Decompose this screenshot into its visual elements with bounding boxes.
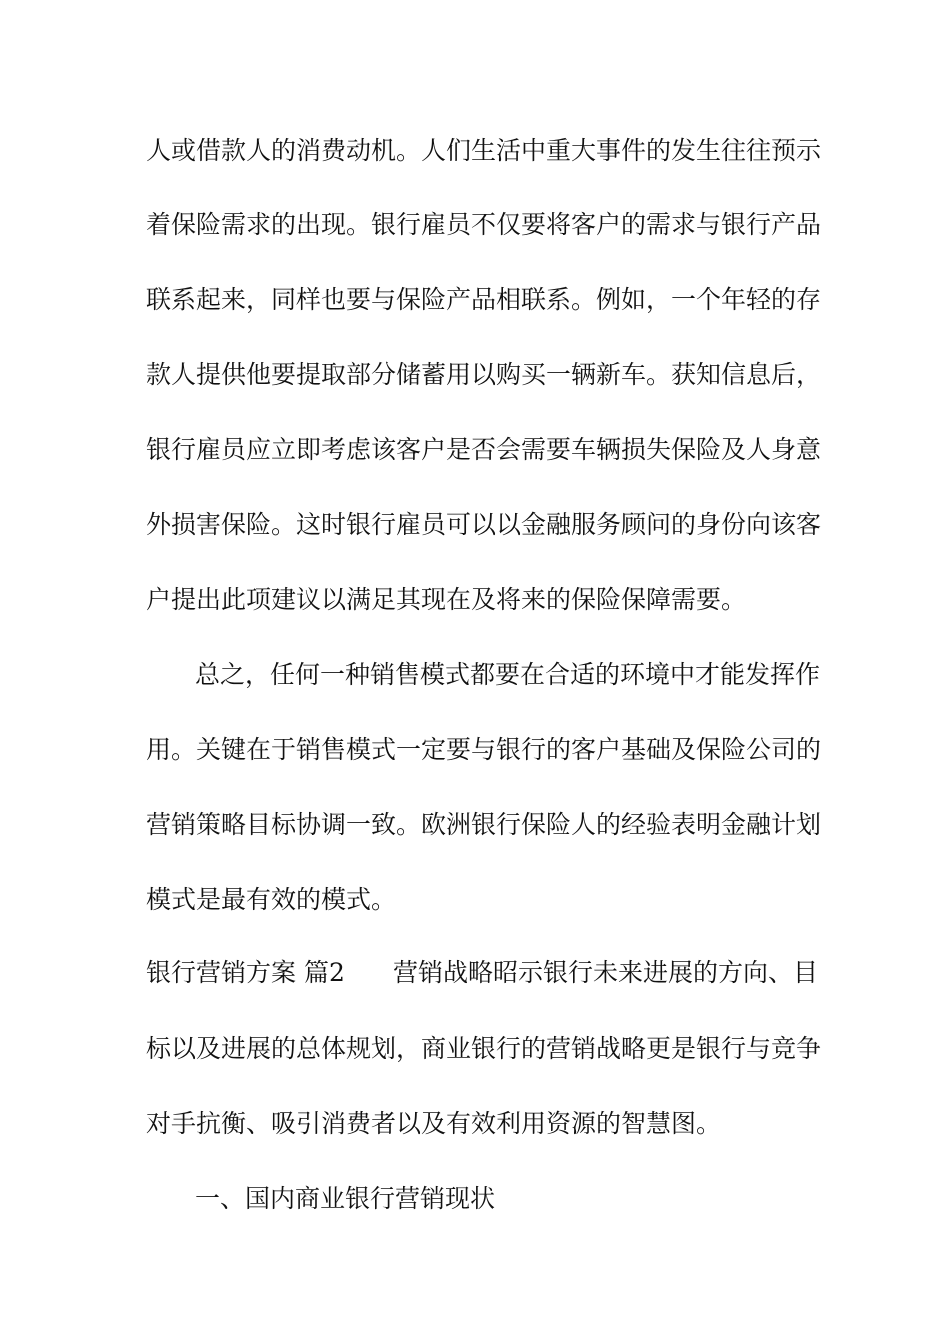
paragraph-line: 总之，任何一种销售模式都要在合适的环境中才能发挥作	[195, 660, 821, 689]
paragraph-line: 模式是最有效的模式。	[146, 885, 397, 914]
paragraph-line: 联系起来，同样也要与保险产品相联系。例如，一个年轻的存	[146, 285, 822, 314]
section-heading-line	[146, 955, 826, 991]
paragraph-line: 外损害保险。这时银行雇员可以以金融服务顾问的身份向该客	[146, 510, 822, 539]
subheading: 一、国内商业银行营销现状	[195, 1184, 496, 1213]
section-text: 营销战略昭示银行未来进展的方向、目	[393, 958, 819, 987]
paragraph-line: 营销策略目标协调一致。欧洲银行保险人的经验表明金融计划	[146, 810, 822, 839]
paragraph-line: 用。关键在于销售模式一定要与银行的客户基础及保险公司的	[146, 735, 822, 764]
paragraph-line: 银行雇员应立即考虑该客户是否会需要车辆损失保险及人身意	[146, 435, 822, 464]
paragraph-line: 人或借款人的消费动机。人们生活中重大事件的发生往往预示	[146, 136, 822, 165]
paragraph-line: 款人提供他要提取部分储蓄用以购买一辆新车。获知信息后，	[146, 360, 822, 389]
section-title: 银行营销方案 篇2	[146, 958, 345, 987]
paragraph-line: 对手抗衡、吸引消费者以及有效利用资源的智慧图。	[146, 1109, 722, 1138]
paragraph-line: 着保险需求的出现。银行雇员不仅要将客户的需求与银行产品	[146, 210, 822, 239]
paragraph-line: 户提出此项建议以满足其现在及将来的保险保障需要。	[146, 585, 747, 614]
paragraph-line: 标以及进展的总体规划，商业银行的营销战略更是银行与竞争	[146, 1034, 822, 1063]
